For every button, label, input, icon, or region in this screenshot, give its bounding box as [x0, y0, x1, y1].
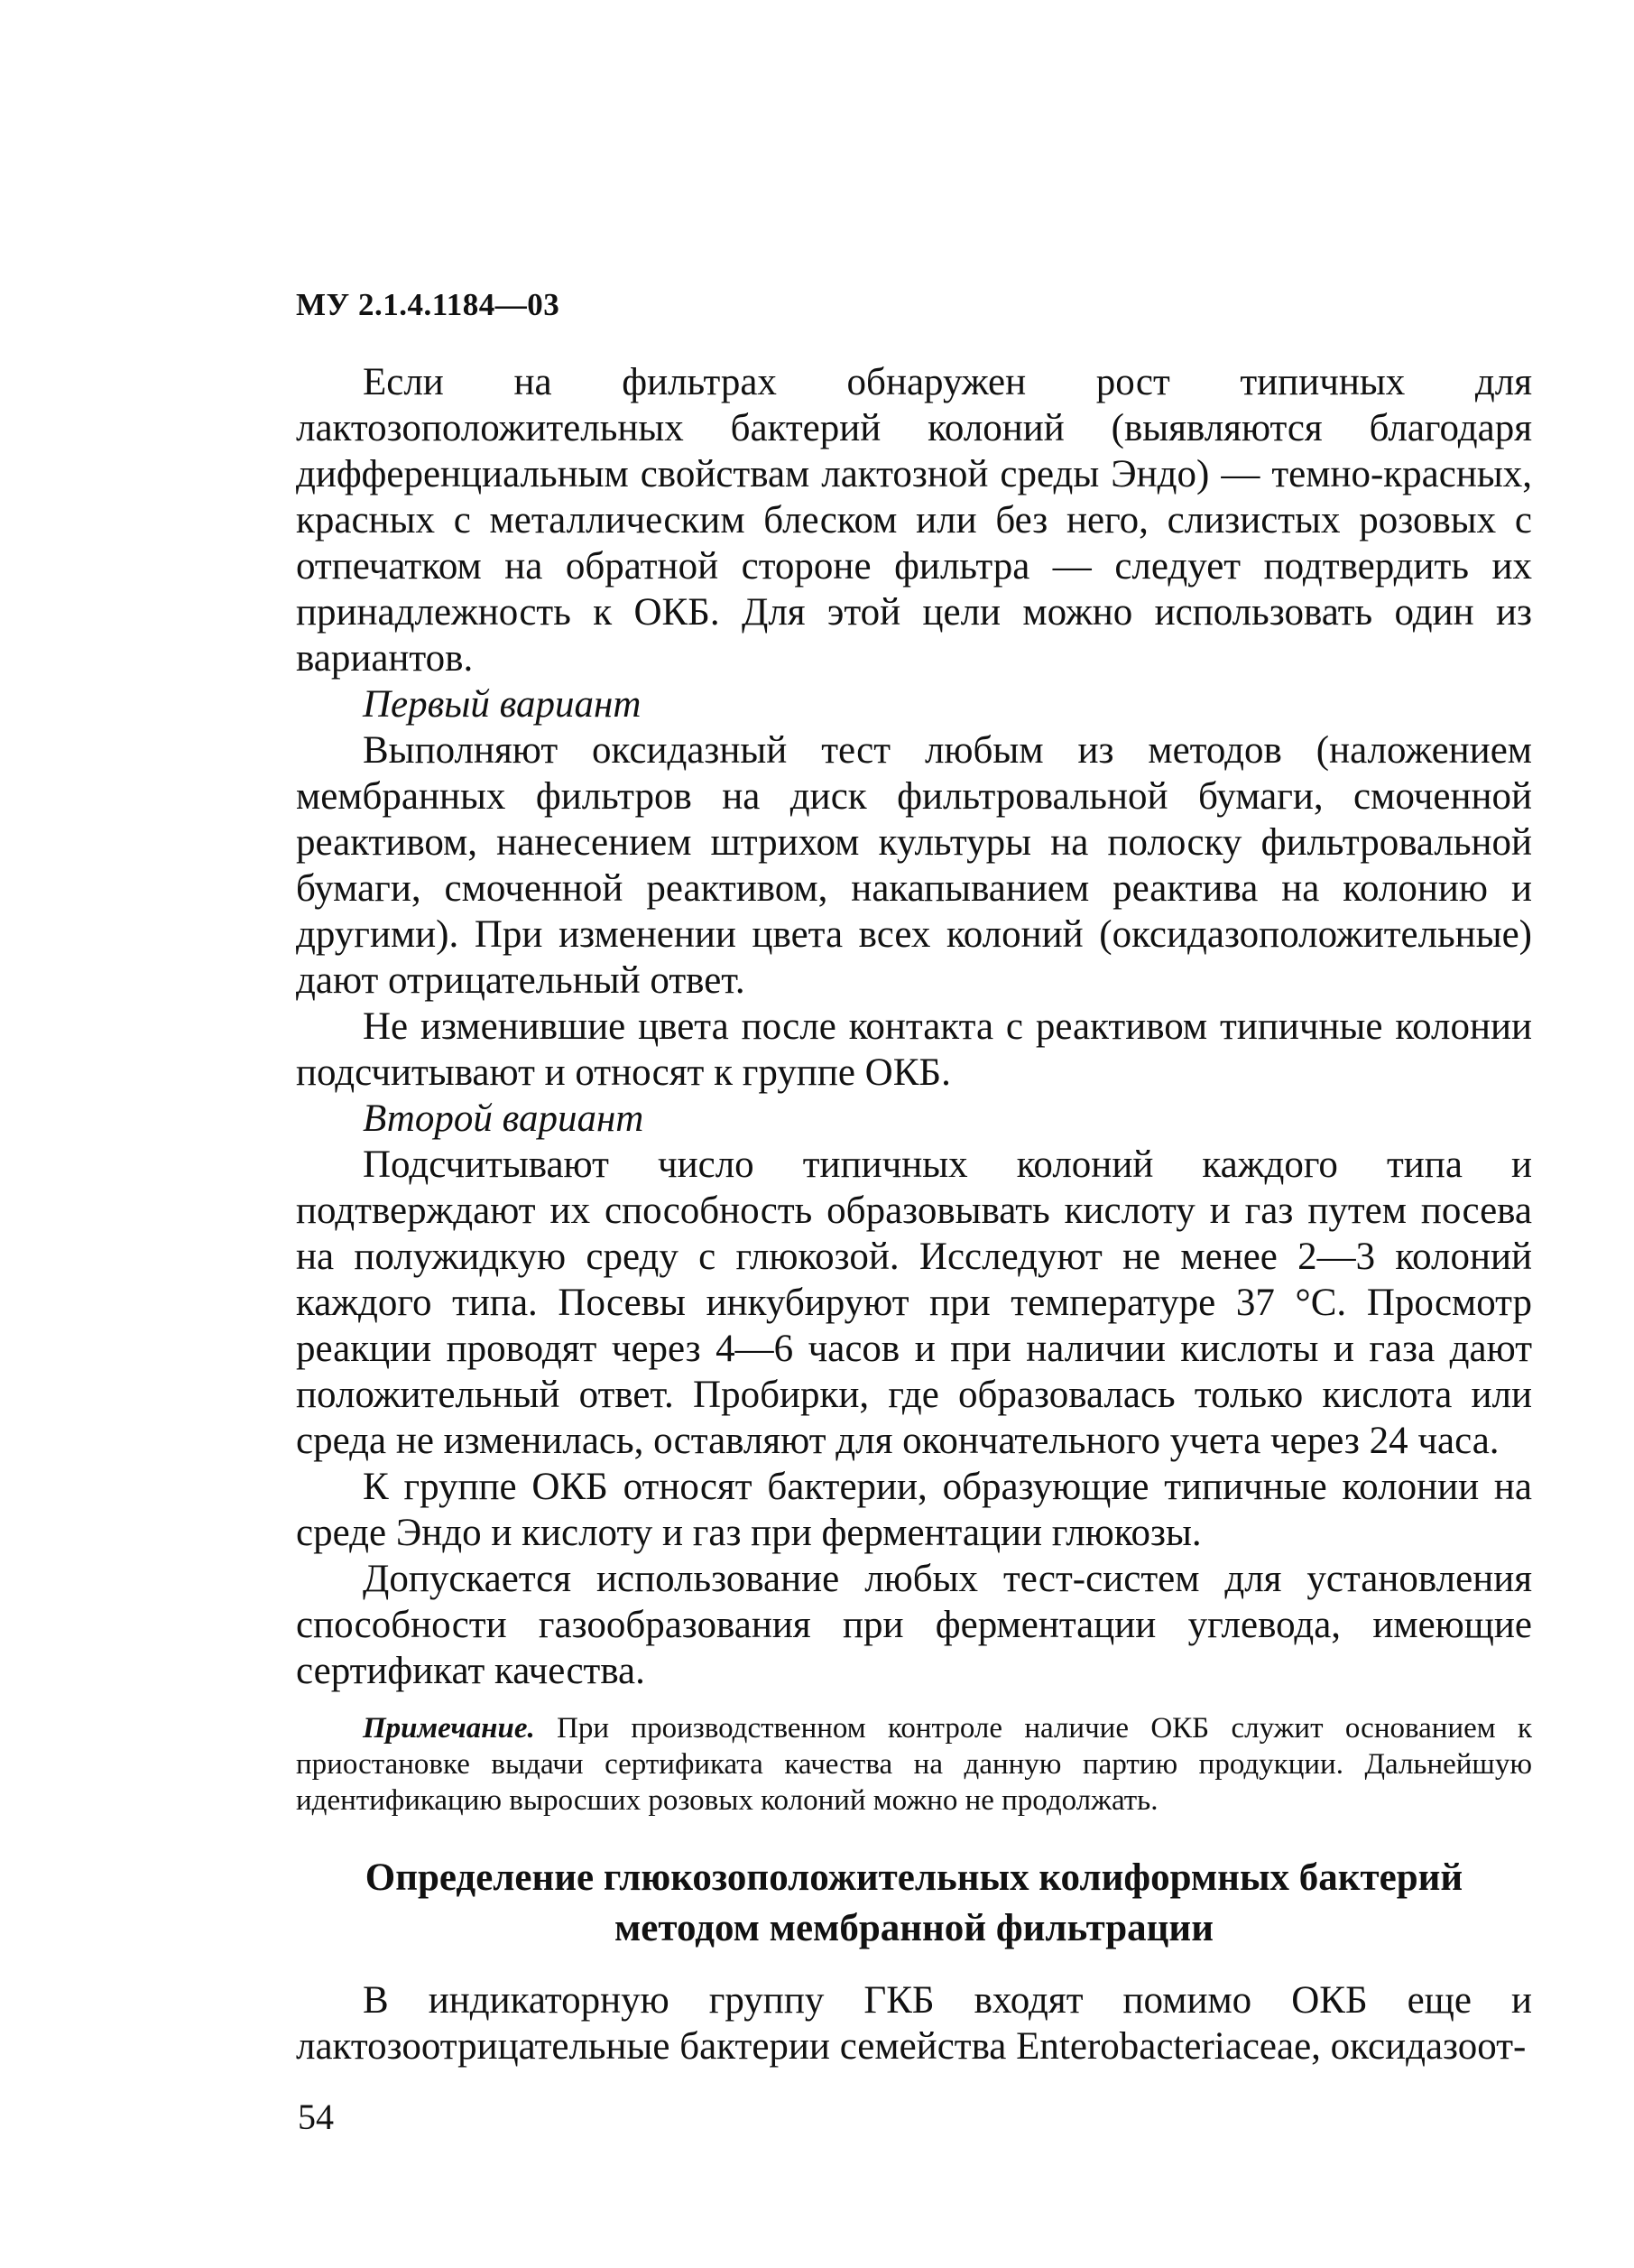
note-label: Примечание.	[363, 1712, 535, 1745]
paragraph-glucose-test: Подсчитывают число типичных колоний каждого типа и подтверждают их способность образовывать кислоту и газ путем посева на полужидкую среду с глюкозой. Исследуют не менее 2—3 колоний каждого типа. Посевы инкубируют при температуре 37 °С. Просмотр реакции проводят через 4—6 часов и при наличии кислоты и газа дают положительный ответ. Пробирки, где образовалась только кислота или среда не изменилась, оставляют для окончательного учета через 24 часа.	[296, 1143, 1532, 1462]
paragraph-gkb-intro: В индикаторную группу ГКБ входят помимо ОКБ еще и лактозоотрицательные бактерии семейства Enterobacteriaceae, оксидазоот-	[296, 1979, 1532, 2068]
paragraph-confirmation-intro: Если на фильтрах обнаружен рост типичных для лактозоположительных бактерий колоний (выявляются благодаря дифференциальным свойствам лактозной среды Эндо) — темно-красных, красных с металлическим блеском или без него, слизистых розовых с отпечатком на обратной стороне фильтра — следует подтвердить их принадлежность к ОКБ. Для этой цели можно использовать один из вариантов.	[296, 361, 1532, 680]
paragraph-okb-definition: К группе ОКБ относят бактерии, образующие типичные колонии на среде Эндо и кислоту и газ при ферментации глюкозы.	[296, 1466, 1532, 1554]
paragraph-test-systems: Допускается использование любых тест-систем для установления способности газообразования при ферментации углевода, имеющие сертификат качества.	[296, 1558, 1532, 1692]
note-text: При производственном контроле наличие ОКБ служит основанием к приостановке выдачи сертификата качества на данную партию продукции. Дальнейшую идентификацию выросших розовых колоний можно не продолжать.	[296, 1712, 1532, 1817]
variant-heading-second: Второй вариант	[363, 1097, 644, 1140]
paragraph-oxidase-test: Выполняют оксидазный тест любым из методов (наложением мембранных фильтров на диск фильтровальной бумаги, смоченной реактивом, нанесением штрихом культуры на полоску фильтровальной бумаги, смоченной реактивом, накапыванием реактива на колонию и другими). При изменении цвета всех колоний (оксидазоположительные) дают отрицательный ответ.	[296, 729, 1532, 1002]
page-number: 54	[298, 2097, 334, 2137]
note	[296, 1710, 1532, 1819]
paragraph-count-colonies: Не изменившие цвета после контакта с реактивом типичные колонии подсчитывают и относят к группе ОКБ.	[296, 1005, 1532, 1094]
variant-heading-first: Первый вариант	[363, 683, 642, 726]
document-code: МУ 2.1.4.1184—03	[296, 287, 560, 322]
section-heading: Определение глюкозоположительных колиформных бактерий методом мембранной фильтрации	[365, 1856, 1463, 1949]
document-body	[296, 359, 1532, 2069]
